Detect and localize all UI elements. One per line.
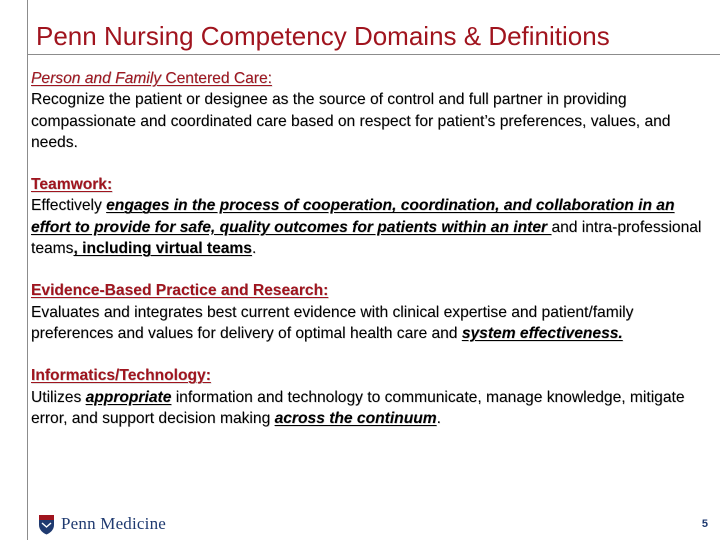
slide-title: Penn Nursing Competency Domains & Definitions bbox=[36, 21, 610, 51]
section-heading: Teamwork: bbox=[31, 176, 113, 194]
body-emphasis: engages in the process of cooperation, coordination, and collaboration in an effort to provide for safe, quality outcomes for patients within an inter bbox=[31, 197, 675, 236]
section-heading bbox=[31, 68, 711, 89]
body-emphasis: system effectiveness. bbox=[461, 324, 623, 342]
section-teamwork bbox=[31, 174, 711, 259]
body-emphasis: , including virtual teams bbox=[73, 240, 252, 258]
logo-text: Penn Medicine bbox=[61, 514, 167, 533]
body-text: . bbox=[436, 409, 441, 427]
heading-part-italic: Person and Family bbox=[31, 70, 162, 87]
body-emphasis: appropriate bbox=[85, 388, 172, 406]
body-text: Utilizes bbox=[31, 388, 86, 406]
section-body: Recognize the patient or designee as the source of control and full partner in providing compassionate and coordinated care based on respect for patient’s preferences, values, and needs. bbox=[31, 91, 671, 151]
section-heading: Evidence-Based Practice and Research: bbox=[31, 282, 329, 300]
body-text: . bbox=[251, 240, 257, 258]
penn-shield-icon bbox=[38, 514, 55, 535]
penn-medicine-logo bbox=[38, 511, 166, 537]
section-evidence-based-practice bbox=[31, 280, 711, 344]
section-heading: Informatics/Technology: bbox=[31, 367, 211, 385]
section-informatics-technology bbox=[31, 365, 711, 429]
slide-content bbox=[31, 68, 711, 450]
left-rule bbox=[27, 0, 28, 540]
body-text: information and technology to communicate, manage knowledge, mitigate error, and support decision making bbox=[31, 388, 685, 427]
body-emphasis: across the continuum bbox=[274, 409, 437, 427]
title-rule bbox=[27, 54, 720, 55]
heading-part: Centered Care: bbox=[161, 70, 272, 87]
section-person-family-care bbox=[31, 68, 711, 153]
body-text: and intra-professional teams bbox=[31, 218, 702, 258]
page-number: 5 bbox=[701, 518, 708, 530]
body-text: Effectively bbox=[31, 197, 107, 215]
body-text: Evaluates and integrates best current evidence with clinical expertise and patient/family preferences and values for delivery of optimal health care and bbox=[31, 303, 634, 342]
